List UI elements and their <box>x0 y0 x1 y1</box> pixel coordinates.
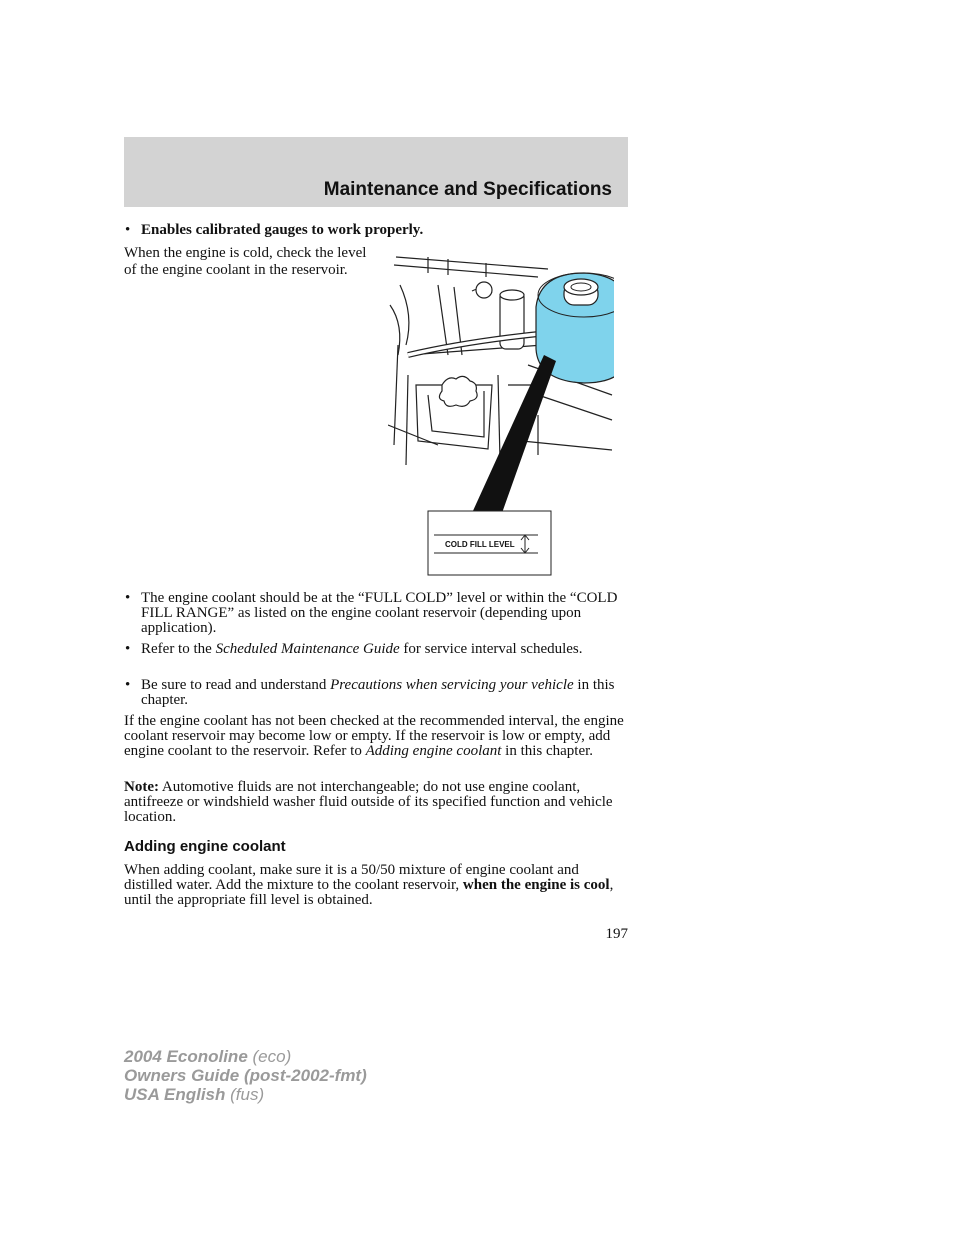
bullet-dot: • <box>125 222 131 238</box>
cold-fill-level-label: COLD FILL LEVEL <box>445 540 515 549</box>
bullet-text: Refer to the Scheduled Maintenance Guide for service interval schedules. <box>141 641 583 657</box>
section-heading: Adding engine coolant <box>124 838 286 855</box>
chapter-header <box>124 137 628 207</box>
bullet-maintenance-guide <box>124 642 628 657</box>
bullet-dot: • <box>125 641 131 657</box>
bullet-text: Enables calibrated gauges to work properly. <box>141 222 424 238</box>
document-footer: 2004 Econoline (eco) Owners Guide (post-2002-fmt) USA English (fus) <box>124 1047 367 1104</box>
bullet-text: Be sure to read and understand Precautions when servicing your vehicle in this chapter. <box>141 677 615 708</box>
bullet-text: The engine coolant should be at the “FULL COLD” level or within the “COLD FILL RANGE” as listed on the engine coolant reservoir (depending upon application). <box>141 590 618 636</box>
note-paragraph: Note: Automotive fluids are not interchangeable; do not use engine coolant, antifreeze or windshield washer fluid outside of its specified function and vehicle location. <box>124 779 613 825</box>
filler-cap-icon <box>476 282 492 298</box>
oil-cap-icon <box>439 376 477 406</box>
bullet-full-cold <box>124 591 628 636</box>
chapter-title: Maintenance and Specifications <box>323 179 612 200</box>
bullet-precautions <box>124 678 628 708</box>
bullet-dot: • <box>125 590 131 606</box>
page-number: 197 <box>605 926 628 942</box>
callout-wedge <box>472 355 556 513</box>
bullet-calibrated-gauges <box>124 223 628 238</box>
coolant-reservoir-illustration <box>388 245 614 581</box>
bullet-dot: • <box>125 677 131 693</box>
intro-paragraph: When the engine is cold, check the level of the engine coolant in the reservoir. <box>124 245 367 278</box>
paragraph-adding-coolant: When adding coolant, make sure it is a 50/50 mixture of engine coolant and distilled water. Add the mixture to the coolant reservoir, when the engine is cool, until the appropriate fill level is obtained. <box>124 862 614 908</box>
note-label: Note: <box>124 779 159 795</box>
paragraph-check-interval: If the engine coolant has not been checked at the recommended interval, the engine coolant reservoir may become low or empty. If the reservoir is low or empty, add engine coolant to the reservoir. Refer to Adding engine coolant in this chapter. <box>124 713 624 759</box>
